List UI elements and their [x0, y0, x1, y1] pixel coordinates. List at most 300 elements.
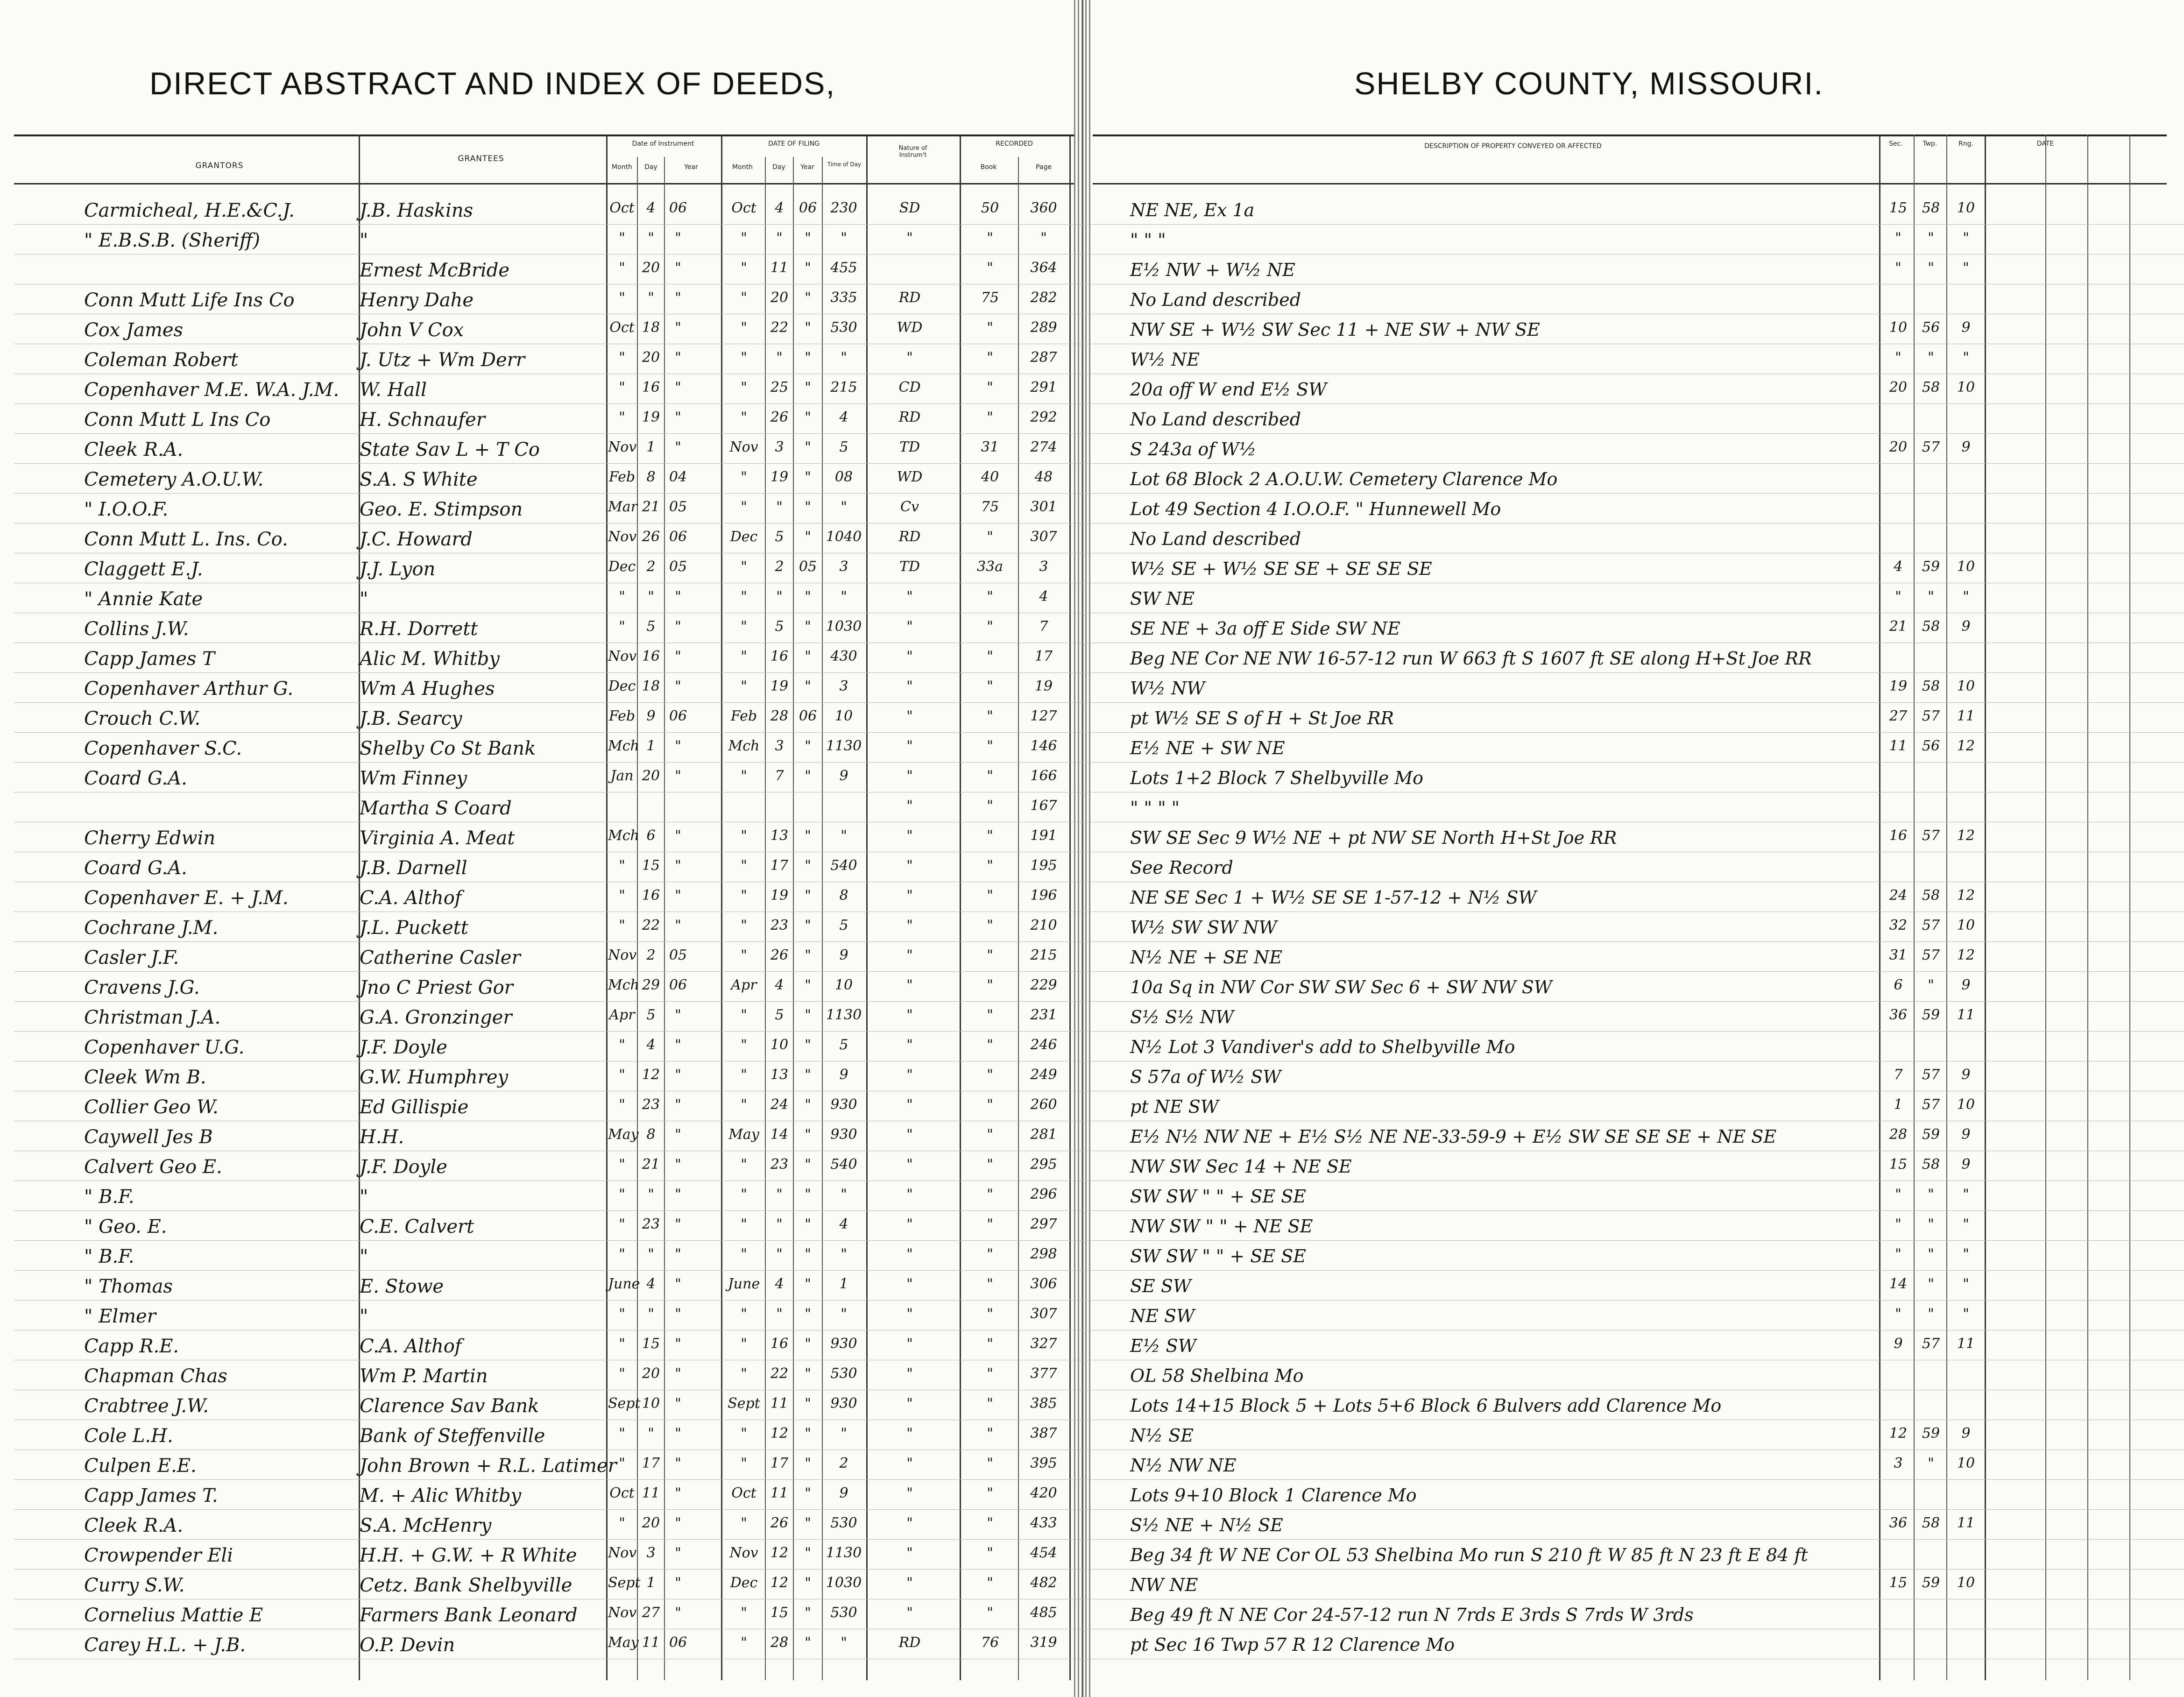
description-cell: S½ NE + N½ SE — [1130, 1515, 1283, 1535]
filing-time-cell: 1040 — [826, 529, 862, 545]
description-cell: Lots 14+15 Block 5 + Lots 5+6 Block 6 Bulvers add Clarence Mo — [1130, 1395, 1722, 1416]
nature-cell: " — [906, 618, 913, 635]
filing-year-cell: " — [805, 738, 811, 754]
row-rule — [14, 1001, 2184, 1002]
filing-month-cell: " — [741, 559, 747, 575]
nature-cell: " — [906, 1395, 913, 1412]
description-cell: NE SE Sec 1 + W½ SE SE 1-57-12 + N½ SW — [1130, 887, 1537, 908]
table-row — [0, 1631, 2184, 1657]
filing-day-cell: 4 — [775, 200, 784, 216]
nature-cell: " — [906, 1126, 913, 1143]
filing-year-cell: 06 — [799, 708, 817, 724]
instrument-day-cell: 22 — [642, 917, 660, 933]
filing-year-cell: " — [805, 678, 811, 694]
filing-time-cell: 1130 — [826, 1007, 862, 1023]
filing-day-cell: 11 — [770, 260, 789, 276]
sec-cell: 6 — [1894, 977, 1903, 993]
table-row — [0, 525, 2184, 552]
description-cell: S½ S½ NW — [1130, 1007, 1234, 1027]
nature-cell: " — [906, 678, 913, 694]
filing-time-cell: " — [841, 827, 847, 844]
rng-cell: 10 — [1957, 917, 1975, 933]
instrument-day-cell: 1 — [646, 1575, 656, 1591]
instrument-day-cell: " — [648, 1186, 654, 1202]
description-cell: No Land described — [1130, 409, 1301, 430]
book-cell: 76 — [981, 1634, 999, 1651]
rng-cell: 9 — [1961, 319, 1971, 336]
table-row — [0, 943, 2184, 970]
page-cell: 166 — [1030, 768, 1057, 784]
filing-month-cell: " — [741, 887, 747, 904]
row-rule — [14, 224, 2184, 225]
sec-cell: " — [1895, 230, 1901, 246]
instrument-month-cell: Mch — [608, 977, 639, 993]
filing-year-cell: " — [805, 1246, 811, 1262]
page-cell: 215 — [1030, 947, 1057, 963]
page-cell: 298 — [1030, 1246, 1057, 1262]
instrument-year-cell: " — [675, 738, 681, 754]
instrument-year-cell: " — [675, 1515, 681, 1531]
filing-month-cell: " — [741, 648, 747, 665]
filing-time-cell: 3 — [839, 678, 848, 694]
twp-cell: " — [1928, 230, 1934, 246]
grantee-cell: C.A. Althof — [360, 1336, 462, 1357]
instrument-year-cell: 04 — [669, 469, 687, 485]
nature-cell: WD — [897, 469, 923, 485]
page-cell: 210 — [1030, 917, 1057, 933]
instrument-year-cell: " — [675, 1126, 681, 1143]
sec-cell: " — [1895, 1186, 1901, 1202]
grantee-cell: State Sav L + T Co — [360, 439, 540, 460]
description-cell: S 243a of W½ — [1130, 439, 1257, 460]
filing-day-cell: 23 — [770, 917, 789, 933]
instrument-month-cell: Dec — [608, 678, 636, 694]
sec-cell: 28 — [1889, 1126, 1908, 1143]
twp-cell: 59 — [1922, 1126, 1940, 1143]
sec-cell: " — [1895, 1246, 1901, 1262]
instrument-day-cell: 1 — [646, 439, 656, 455]
table-row — [0, 256, 2184, 283]
description-cell: E½ SW — [1130, 1336, 1196, 1356]
filing-month-cell: Dec — [730, 529, 758, 545]
filing-year-cell: " — [805, 1156, 811, 1173]
grantee-cell: E. Stowe — [360, 1276, 444, 1297]
grantee-cell: J.J. Lyon — [360, 559, 436, 580]
rng-cell: " — [1963, 1276, 1969, 1292]
instrument-month-cell: Dec — [608, 559, 636, 575]
page-cell: 454 — [1030, 1545, 1057, 1561]
grantor-cell: Chapman Chas — [84, 1365, 227, 1387]
row-rule — [14, 762, 2184, 763]
instrument-day-cell: 1 — [646, 738, 656, 754]
filing-day-cell: 17 — [770, 857, 789, 874]
book-cell: " — [987, 1067, 993, 1083]
filing-year-cell: " — [805, 648, 811, 665]
book-cell: 40 — [981, 469, 999, 485]
rng-cell: " — [1963, 1306, 1969, 1322]
nature-cell: " — [906, 798, 913, 814]
instrument-year-cell: " — [675, 290, 681, 306]
grantee-cell: O.P. Devin — [360, 1634, 455, 1656]
instrument-month-cell: " — [619, 1156, 625, 1173]
row-rule — [14, 433, 2184, 434]
table-row — [0, 1511, 2184, 1538]
table-row — [0, 913, 2184, 940]
page-cell: 307 — [1030, 529, 1057, 545]
grantee-cell: H.H. + G.W. + R White — [360, 1545, 577, 1566]
rng-cell: 11 — [1957, 1515, 1975, 1531]
filing-day-cell: 22 — [770, 1365, 789, 1382]
rng-cell: " — [1963, 349, 1969, 366]
table-row — [0, 1392, 2184, 1418]
grantor-cell: " Geo. E. — [84, 1216, 167, 1237]
filing-month-cell: " — [741, 1605, 747, 1621]
book-cell: " — [987, 1365, 993, 1382]
description-cell: SW SW " " + SE SE — [1130, 1186, 1306, 1207]
table-row — [0, 1272, 2184, 1299]
instrument-month-cell: Oct — [609, 319, 635, 336]
sec-cell: 1 — [1894, 1096, 1903, 1113]
book-cell: " — [987, 618, 993, 635]
nature-cell: " — [906, 1007, 913, 1023]
page-cell: 196 — [1030, 887, 1057, 904]
grantee-cell: Catherine Casler — [360, 947, 521, 969]
instrument-day-cell: 20 — [642, 1365, 660, 1382]
description-cell: " " " — [1130, 230, 1166, 250]
col-header-filing-month: Month — [732, 163, 753, 171]
filing-time-cell: 215 — [830, 379, 857, 396]
filing-day-cell: 26 — [770, 947, 789, 963]
instrument-year-cell: " — [675, 1216, 681, 1232]
filing-time-cell: 9 — [839, 1485, 848, 1501]
grantor-cell: Collins J.W. — [84, 618, 189, 640]
description-cell: NW SW " " + NE SE — [1130, 1216, 1313, 1237]
filing-day-cell: 23 — [770, 1156, 789, 1173]
instrument-month-cell: June — [608, 1276, 640, 1292]
instrument-day-cell: 29 — [642, 977, 660, 993]
description-cell: " " " " — [1130, 798, 1180, 818]
grantor-cell: Capp James T — [84, 648, 215, 670]
page-cell: 4 — [1039, 588, 1048, 605]
grantee-cell: " — [360, 588, 368, 610]
filing-year-cell: " — [805, 1634, 811, 1651]
filing-year-cell: " — [805, 1186, 811, 1202]
page-cell: 281 — [1030, 1126, 1057, 1143]
grantor-cell: Cox James — [84, 319, 183, 341]
twp-cell: " — [1928, 1455, 1934, 1471]
table-row — [0, 824, 2184, 850]
instrument-year-cell: " — [675, 1336, 681, 1352]
table-row — [0, 495, 2184, 522]
table-row — [0, 1153, 2184, 1179]
twp-cell: 58 — [1922, 1156, 1940, 1173]
grantor-cell: Cleek R.A. — [84, 439, 184, 460]
sec-cell: 4 — [1894, 559, 1903, 575]
filing-month-cell: Feb — [730, 708, 757, 724]
instrument-year-cell: 06 — [669, 708, 687, 724]
filing-year-cell: " — [805, 1067, 811, 1083]
book-cell: " — [987, 917, 993, 933]
rng-cell: 10 — [1957, 1575, 1975, 1591]
nature-cell: " — [906, 1246, 913, 1262]
header-bottom-rule-right — [1093, 183, 2167, 184]
grantee-cell: J.F. Doyle — [360, 1156, 447, 1178]
instrument-year-cell: " — [675, 917, 681, 933]
instrument-day-cell: 10 — [642, 1395, 660, 1412]
table-row — [0, 1123, 2184, 1149]
filing-year-cell: " — [805, 1575, 811, 1591]
instrument-day-cell: 2 — [646, 947, 656, 963]
instrument-month-cell: " — [619, 1306, 625, 1322]
nature-cell: " — [906, 738, 913, 754]
instrument-month-cell: " — [619, 1515, 625, 1531]
nature-cell: " — [906, 1575, 913, 1591]
filing-time-cell: 930 — [830, 1096, 857, 1113]
filing-day-cell: 19 — [770, 469, 789, 485]
nature-cell: " — [906, 1485, 913, 1501]
page-cell: 364 — [1030, 260, 1057, 276]
table-row — [0, 1362, 2184, 1388]
page-cell: 295 — [1030, 1156, 1057, 1173]
table-row — [0, 375, 2184, 402]
grantee-cell: G.W. Humphrey — [360, 1067, 509, 1088]
page-cell: 246 — [1030, 1037, 1057, 1053]
instrument-month-cell: " — [619, 379, 625, 396]
instrument-year-cell: " — [675, 827, 681, 844]
nature-cell: " — [906, 768, 913, 784]
description-cell: No Land described — [1130, 290, 1301, 310]
filing-month-cell: " — [741, 1634, 747, 1651]
instrument-day-cell: 5 — [646, 618, 656, 635]
description-cell: W½ SE + W½ SE SE + SE SE SE — [1130, 559, 1432, 579]
grantee-cell: J. Utz + Wm Derr — [360, 349, 525, 371]
grantor-cell: Crowpender Eli — [84, 1545, 233, 1566]
instrument-day-cell: 27 — [642, 1605, 660, 1621]
filing-year-cell: " — [805, 618, 811, 635]
description-cell: SE SW — [1130, 1276, 1191, 1296]
instrument-month-cell: Oct — [609, 1485, 635, 1501]
description-cell: N½ Lot 3 Vandiver's add to Shelbyville Mo — [1130, 1037, 1515, 1057]
filing-time-cell: 3 — [839, 559, 848, 575]
grantee-cell: J.L. Puckett — [360, 917, 468, 939]
filing-month-cell: " — [741, 1186, 747, 1202]
instrument-month-cell: " — [619, 1425, 625, 1442]
book-cell: " — [987, 1575, 993, 1591]
sec-cell: 16 — [1889, 827, 1908, 844]
book-cell: " — [987, 1545, 993, 1561]
filing-month-cell: " — [741, 260, 747, 276]
grantor-cell: Claggett E.J. — [84, 559, 203, 580]
instrument-month-cell: Nov — [608, 529, 637, 545]
page-cell: 360 — [1030, 200, 1057, 216]
instrument-month-cell: " — [619, 917, 625, 933]
instrument-month-cell: " — [619, 230, 625, 246]
filing-time-cell: " — [841, 1246, 847, 1262]
filing-month-cell: " — [741, 678, 747, 694]
filing-year-cell: " — [805, 588, 811, 605]
twp-cell: 58 — [1922, 887, 1940, 904]
sec-cell: 15 — [1889, 1575, 1908, 1591]
page-cell: 287 — [1030, 349, 1057, 366]
rng-cell: 9 — [1961, 1067, 1971, 1083]
nature-cell: " — [906, 887, 913, 904]
twp-cell: " — [1928, 349, 1934, 366]
grantor-cell: Coleman Robert — [84, 349, 239, 371]
table-row — [0, 585, 2184, 611]
page-cell: 420 — [1030, 1485, 1057, 1501]
filing-year-cell: " — [805, 1336, 811, 1352]
table-row — [0, 1063, 2184, 1089]
table-row — [0, 435, 2184, 462]
rng-cell: 11 — [1957, 708, 1975, 724]
rng-cell: 9 — [1961, 1126, 1971, 1143]
book-cell: " — [987, 319, 993, 336]
sec-cell: 32 — [1889, 917, 1908, 933]
row-rule — [14, 1539, 2184, 1540]
instrument-month-cell: Sept — [608, 1575, 641, 1591]
instrument-year-cell: " — [675, 1395, 681, 1412]
instrument-day-cell: 23 — [642, 1216, 660, 1232]
grantee-cell: Alic M. Whitby — [360, 648, 500, 670]
instrument-year-cell: " — [675, 588, 681, 605]
filing-time-cell: 8 — [839, 887, 848, 904]
page-cell: 289 — [1030, 319, 1057, 336]
filing-month-cell: " — [741, 768, 747, 784]
twp-cell: 58 — [1922, 200, 1940, 216]
instrument-day-cell: 16 — [642, 648, 660, 665]
instrument-year-cell: " — [675, 678, 681, 694]
filing-year-cell: " — [805, 349, 811, 366]
filing-day-cell: " — [776, 1216, 783, 1232]
book-cell: " — [987, 1186, 993, 1202]
description-cell: pt Sec 16 Twp 57 R 12 Clarence Mo — [1130, 1634, 1455, 1655]
instrument-year-cell: " — [675, 1007, 681, 1023]
book-cell: " — [987, 1096, 993, 1113]
instrument-day-cell: 18 — [642, 678, 660, 694]
header-bottom-rule — [14, 183, 1074, 184]
description-cell: OL 58 Shelbina Mo — [1130, 1365, 1304, 1386]
nature-cell: " — [906, 648, 913, 665]
filing-day-cell: 16 — [770, 648, 789, 665]
description-cell: SW SE Sec 9 W½ NE + pt NW SE North H+St Joe RR — [1130, 827, 1617, 848]
filing-month-cell: Sept — [728, 1395, 760, 1412]
sec-cell: " — [1895, 260, 1901, 276]
rng-cell: 10 — [1957, 379, 1975, 396]
filing-year-cell: " — [805, 1037, 811, 1053]
instrument-month-cell: " — [619, 618, 625, 635]
nature-cell: " — [906, 1605, 913, 1621]
instrument-day-cell: 9 — [646, 708, 656, 724]
description-cell: No Land described — [1130, 529, 1301, 549]
page-cell: 482 — [1030, 1575, 1057, 1591]
instrument-month-cell: " — [619, 1067, 625, 1083]
instrument-day-cell: 15 — [642, 857, 660, 874]
book-cell: " — [987, 1605, 993, 1621]
page-cell: " — [1040, 230, 1047, 246]
grantor-cell: Copenhaver M.E. W.A. J.M. — [84, 379, 339, 401]
filing-month-cell: " — [741, 1037, 747, 1053]
filing-day-cell: 28 — [770, 1634, 789, 1651]
grantor-cell: " Thomas — [84, 1276, 173, 1297]
instrument-day-cell: 19 — [642, 409, 660, 425]
filing-time-cell: 335 — [830, 290, 857, 306]
grantee-cell: " — [360, 1186, 368, 1208]
page-cell: 17 — [1034, 648, 1053, 665]
nature-cell: " — [906, 1067, 913, 1083]
filing-month-cell: " — [741, 1216, 747, 1232]
description-cell: Lot 49 Section 4 I.O.O.F. " Hunnewell Mo — [1130, 499, 1501, 519]
filing-year-cell: " — [805, 379, 811, 396]
table-row — [0, 1571, 2184, 1598]
instrument-day-cell: 20 — [642, 349, 660, 366]
rng-cell: " — [1963, 1186, 1969, 1202]
page-cell: 167 — [1030, 798, 1057, 814]
grantor-cell: Collier Geo W. — [84, 1096, 219, 1118]
filing-time-cell: " — [841, 1306, 847, 1322]
book-cell: 75 — [981, 499, 999, 515]
filing-time-cell: " — [841, 1634, 847, 1651]
filing-year-cell: " — [805, 1605, 811, 1621]
grantee-cell: M. + Alic Whitby — [360, 1485, 522, 1506]
twp-cell: 58 — [1922, 618, 1940, 635]
filing-year-cell: " — [805, 529, 811, 545]
filing-year-cell: " — [805, 1306, 811, 1322]
rng-cell: 11 — [1957, 1007, 1975, 1023]
instrument-year-cell: " — [675, 1156, 681, 1173]
page-cell: 127 — [1030, 708, 1057, 724]
book-cell: " — [987, 1216, 993, 1232]
filing-day-cell: 7 — [775, 768, 784, 784]
sec-cell: 19 — [1889, 678, 1908, 694]
sec-cell: 14 — [1889, 1276, 1908, 1292]
grantor-cell: Cleek Wm B. — [84, 1067, 206, 1088]
table-row — [0, 226, 2184, 253]
rng-cell: 9 — [1961, 1425, 1971, 1442]
book-cell: 75 — [981, 290, 999, 306]
book-cell: " — [987, 1126, 993, 1143]
book-cell: 31 — [981, 439, 999, 455]
filing-day-cell: " — [776, 1246, 783, 1262]
instrument-year-cell: 06 — [669, 1634, 687, 1651]
sec-cell: 31 — [1889, 947, 1908, 963]
table-row — [0, 1093, 2184, 1119]
filing-year-cell: 06 — [799, 200, 817, 216]
book-cell: " — [987, 260, 993, 276]
page-cell: 296 — [1030, 1186, 1057, 1202]
nature-cell: " — [906, 1425, 913, 1442]
rng-cell: " — [1963, 230, 1969, 246]
filing-month-cell: " — [741, 1455, 747, 1471]
filing-month-cell: May — [728, 1126, 759, 1143]
twp-cell: 57 — [1922, 1067, 1940, 1083]
nature-cell: " — [906, 1037, 913, 1053]
grantee-cell: Ed Gillispie — [360, 1096, 469, 1118]
col-header-date-instrument: Date of Instrument — [632, 140, 694, 148]
instrument-month-cell: Oct — [609, 200, 635, 216]
grantee-cell: J.B. Haskins — [360, 200, 474, 221]
page-cell: 485 — [1030, 1605, 1057, 1621]
grantor-cell: Cornelius Mattie E — [84, 1605, 263, 1626]
instrument-year-cell: 05 — [669, 499, 687, 515]
filing-month-cell: Mch — [728, 738, 760, 754]
instrument-year-cell: " — [675, 1455, 681, 1471]
filing-day-cell: 12 — [770, 1545, 789, 1561]
instrument-month-cell: " — [619, 1455, 625, 1471]
book-cell: " — [987, 857, 993, 874]
filing-year-cell: " — [805, 1007, 811, 1023]
row-rule — [14, 702, 2184, 703]
rng-cell: 11 — [1957, 1336, 1975, 1352]
